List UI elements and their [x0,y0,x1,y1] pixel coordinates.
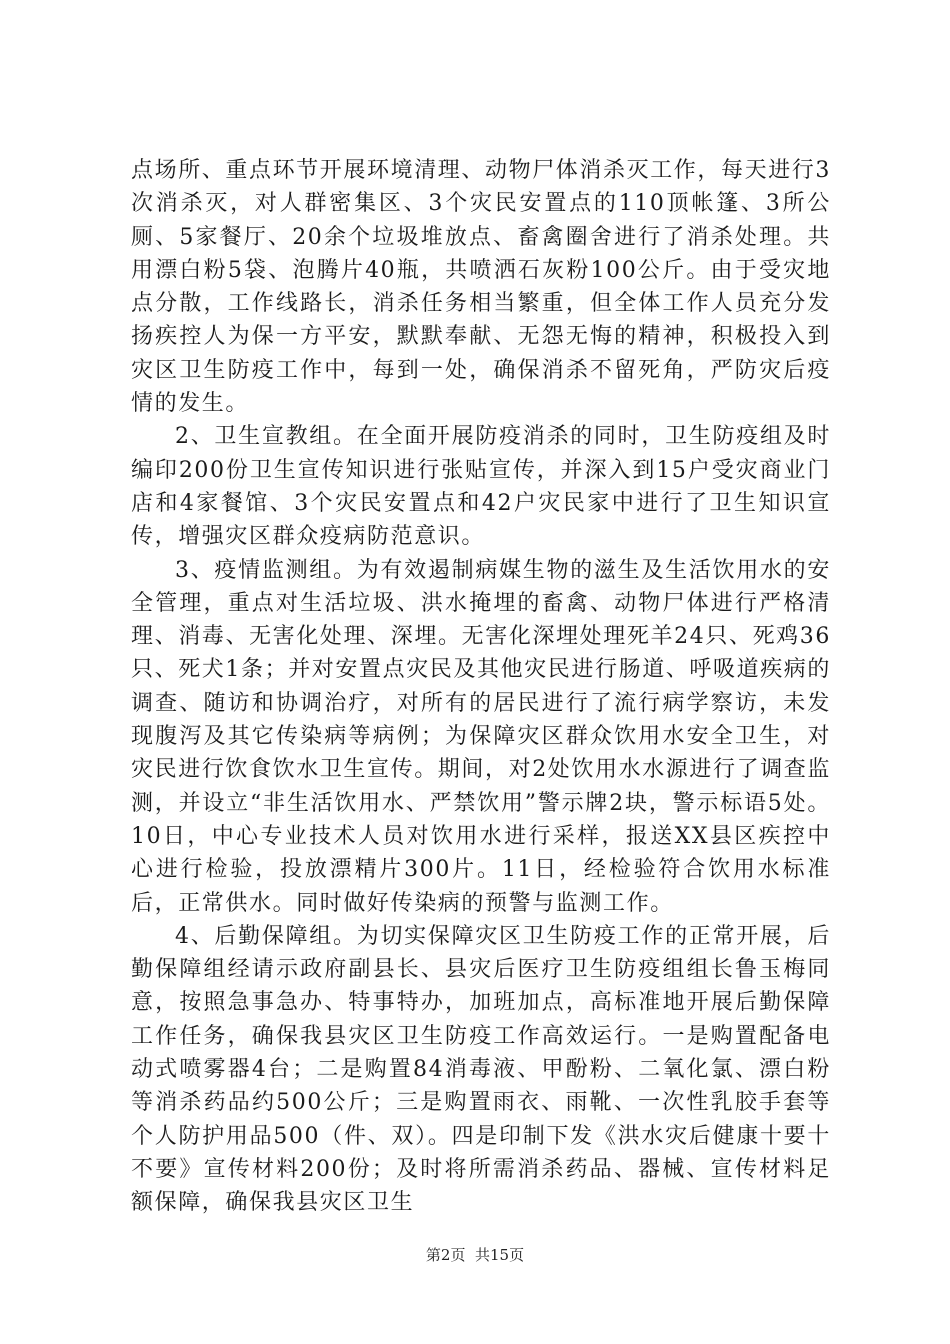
page-footer [0,1244,950,1265]
footer-spacer [465,1246,475,1264]
paragraph-2: 2、卫生宣教组。在全面开展防疫消杀的同时，卫生防疫组及时编印200份卫生宣传知识进行张贴宣传，并深入到15户受灾商业门店和4家餐馆、3个灾民安置点和42户灾民家中进行了卫生知识宣传，增强灾区群众疫病防范意识。 [131,424,831,550]
paragraph-4: 4、后勤保障组。为切实保障灾区卫生防疫工作的正常开展，后勤保障组经请示政府副县长、县灾后医疗卫生防疫组组长鲁玉梅同意，按照急事急办、特事特办，加班加点，高标准地开展后勤保障工作任务，确保我县灾区卫生防疫工作高效运行。一是购置配备电动式喷雾器4台；二是购置84消毒液、甲酚粉、二氧化氯、漂白粉等消杀药品约500公斤；三是购置雨衣、雨靴、一次性乳胶手套等个人防护用品500（件、双）。四是印制下发《洪水灾后健康十要十不要》宣传材料200份；及时将所需消杀药品、器械、宣传材料足额保障，确保我县灾区卫生 [131,923,831,1216]
document-body [131,154,831,1220]
page-number: 第2页 [425,1246,466,1264]
paragraph-3: 3、疫情监测组。为有效遏制病媒生物的滋生及生活饮用水的安全管理，重点对生活垃圾、洪水掩埋的畜禽、动物尸体进行严格清理、消毒、无害化处理、深埋。无害化深埋处理死羊24只、死鸡36只、死犬1条；并对安置点灾民及其他灾民进行肠道、呼吸道疾病的调查、随访和协调治疗，对所有的居民进行了流行病学察访，未发现腹泻及其它传染病等病例；为保障灾区群众饮用水安全卫生，对灾民进行饮食饮水卫生宣传。期间，对2处饮用水水源进行了调查监测，并设立“非生活饮用水、严禁饮用”警示牌2块，警示标语5处。10日，中心专业技术人员对饮用水进行采样，报送XX县区疾控中心进行检验，投放漂精片300片。11日，经检验符合饮用水标准后，正常供水。同时做好传染病的预警与监测工作。 [131,557,831,916]
page-total: 共15页 [475,1246,525,1264]
paragraph-1: 点场所、重点环节开展环境清理、动物尸体消杀灭工作，每天进行3次消杀灭，对人群密集区、3个灾民安置点的110顶帐篷、3所公厕、5家餐厅、20余个垃圾堆放点、畜禽圈舍进行了消杀处理。共用漂白粉5袋、泡腾片40瓶，共喷洒石灰粉100公斤。由于受灾地点分散，工作线路长，消杀任务相当繁重，但全体工作人员充分发扬疾控人为保一方平安，默默奉献、无怨无悔的精神，积极投入到灾区卫生防疫工作中，每到一处，确保消杀不留死角，严防灾后疫情的发生。 [131,158,831,417]
